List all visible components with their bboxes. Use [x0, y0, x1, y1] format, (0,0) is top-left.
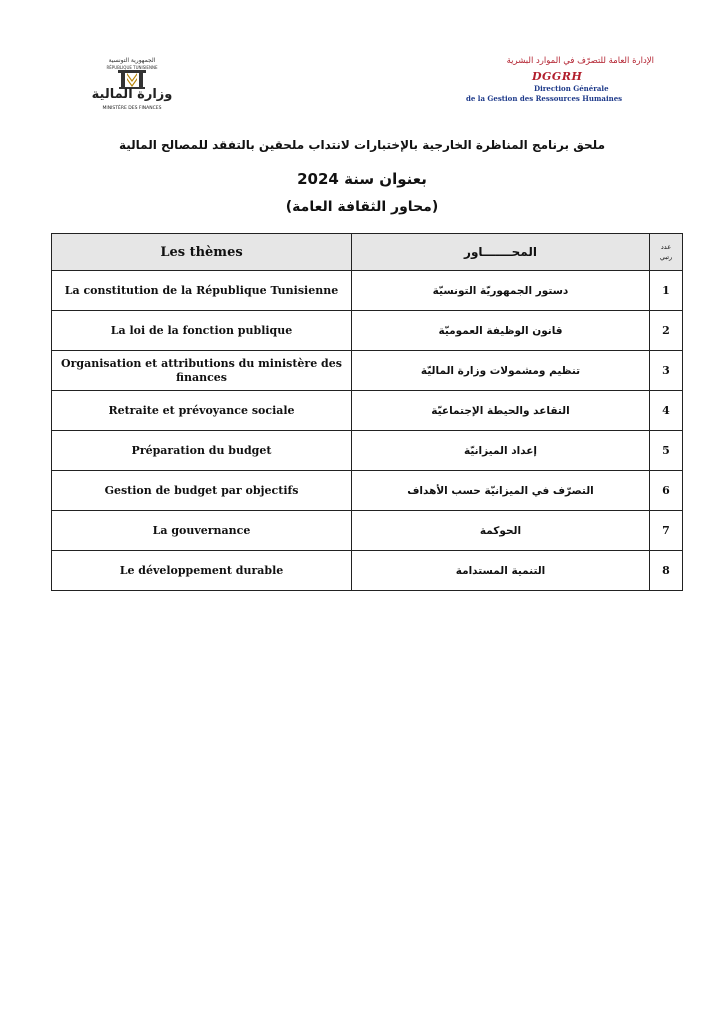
row-number: 1: [650, 271, 683, 311]
row-number: 5: [650, 431, 683, 471]
logo-republic-ar: الجمهورية التونسية: [108, 57, 156, 64]
row-axis: إعداد الميزانيّة: [352, 431, 650, 471]
row-axis: قانون الوظيفة العموميّة: [352, 311, 650, 351]
row-axis: التنمية المستدامة: [352, 551, 650, 591]
row-theme: La constitution de la République Tunisienne: [52, 271, 352, 311]
row-number: 7: [650, 511, 683, 551]
ministry-logo: [72, 55, 192, 117]
table-row: [52, 351, 683, 391]
row-theme: Organisation et attributions du ministère des finances: [52, 351, 352, 391]
row-theme: Retraite et prévoyance sociale: [52, 391, 352, 431]
row-theme: La loi de la fonction publique: [52, 311, 352, 351]
document-year: بعنوان سنة 2024: [297, 170, 427, 188]
table-row: [52, 511, 683, 551]
document-subtitle: (محاور الثقافة العامة): [285, 199, 439, 215]
row-theme: Gestion de budget par objectifs: [52, 471, 352, 511]
header-number-line1: عدد: [660, 243, 672, 251]
table-row: [52, 271, 683, 311]
row-number: 6: [650, 471, 683, 511]
document-title: ملحق برنامج المناظرة الخارجية بالإختبارات لانتداب ملحقين بالتفقد للمصالح المالية: [118, 138, 606, 152]
table-row: [52, 551, 683, 591]
table-row: [52, 431, 683, 471]
header-axes: المحـــــــاور: [352, 234, 650, 271]
row-axis: التقاعد والحيطة الإجتماعيّة: [352, 391, 650, 431]
logo-republic-fr: RÉPUBLIQUE TUNISIENNE: [106, 65, 158, 70]
header-number: [650, 234, 683, 271]
row-axis: الحوكمة: [352, 511, 650, 551]
table-row: [52, 391, 683, 431]
header-themes: Les thèmes: [52, 234, 352, 271]
row-theme: Préparation du budget: [52, 431, 352, 471]
logo-abbr: DGGRH: [532, 70, 583, 83]
row-theme: La gouvernance: [52, 511, 352, 551]
header-number-line2: رتبي: [659, 253, 673, 261]
row-number: 8: [650, 551, 683, 591]
table-row: [52, 311, 683, 351]
row-number: 2: [650, 311, 683, 351]
row-number: 4: [650, 391, 683, 431]
row-theme: Le développement durable: [52, 551, 352, 591]
row-axis: التصرّف في الميزانيّة حسب الأهداف: [352, 471, 650, 511]
logo-direction-ar: الإدارة العامة للتصرّف في الموارد البشرية: [506, 56, 654, 66]
row-number: 3: [650, 351, 683, 391]
row-axis: تنظيم ومشمولات وزارة الماليّة: [352, 351, 650, 391]
themes-table: [51, 233, 683, 591]
logo-ministry-fr: MINISTÈRE DES FINANCES: [102, 106, 162, 111]
logo-direction-fr-line2: de la Gestion des Ressources Humaines: [466, 94, 623, 103]
logo-ministry-ar: وزارة المالية: [91, 87, 173, 102]
row-axis: دستور الجمهوريّة التونسيّة: [352, 271, 650, 311]
logo-direction-fr-line1: Direction Générale: [534, 84, 609, 93]
ministry-emblem-icon: [116, 57, 148, 91]
dggrh-logo: [462, 56, 662, 108]
table-row: [52, 471, 683, 511]
table-header-row: [52, 234, 683, 271]
